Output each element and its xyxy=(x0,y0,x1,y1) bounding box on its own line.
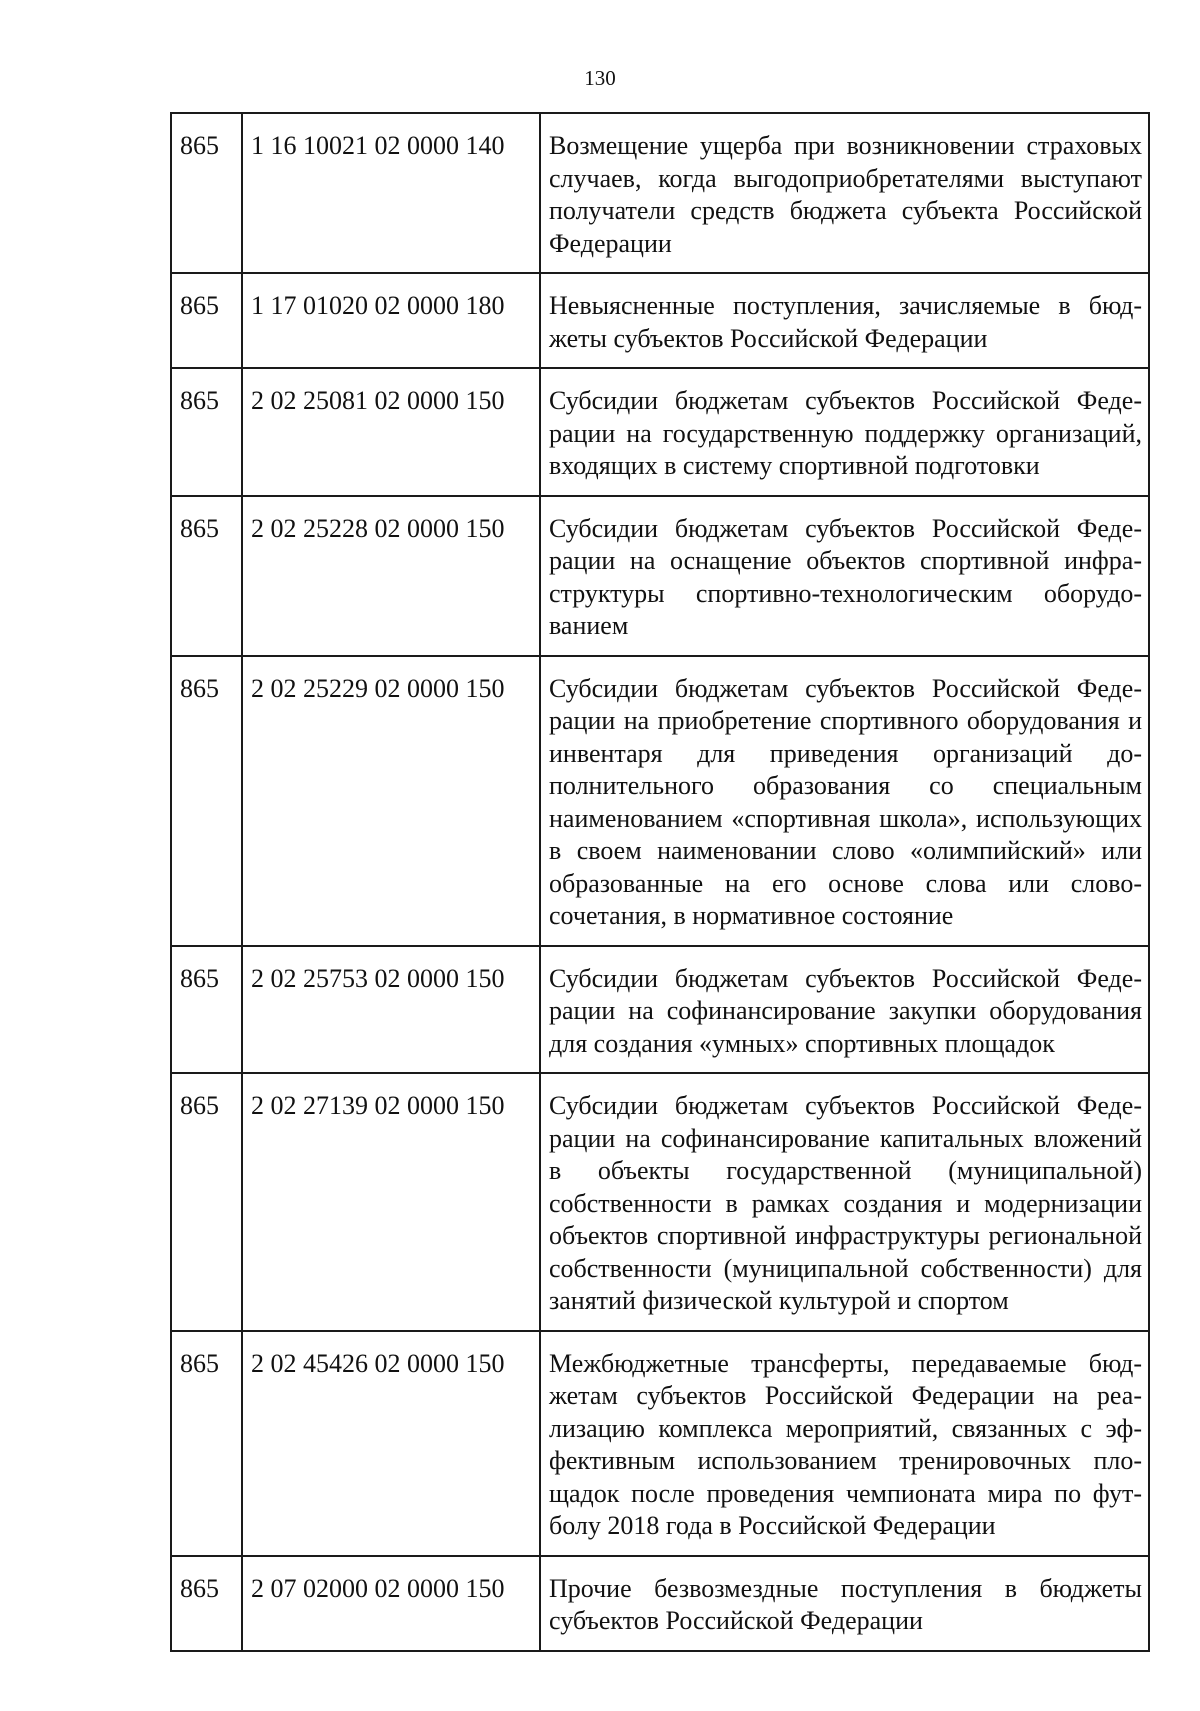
budget-classification-code-cell: 1 16 10021 02 0000 140 xyxy=(242,113,540,273)
table-row xyxy=(171,1556,1149,1651)
admin-code-cell: 865 xyxy=(171,368,242,496)
budget-classification-code-cell: 2 02 25229 02 0000 150 xyxy=(242,656,540,946)
table-row xyxy=(171,273,1149,368)
admin-code-cell: 865 xyxy=(171,1073,242,1331)
budget-classification-code-cell: 1 17 01020 02 0000 180 xyxy=(242,273,540,368)
table-row xyxy=(171,496,1149,656)
income-name-cell: Субсидии бюджетам субъектов Российской Федерации на государственную поддержку организаций, входящих в систему спортивной подготовки xyxy=(540,368,1149,496)
admin-code-cell: 865 xyxy=(171,273,242,368)
page-number: 130 xyxy=(584,66,616,90)
income-name-cell: Субсидии бюджетам субъектов Российской Федерации на оснащение объектов спортивной инфраструктуры спортивно-технологическим оборудованием xyxy=(540,496,1149,656)
budget-classification-code-cell: 2 02 25753 02 0000 150 xyxy=(242,946,540,1074)
budget-classification-code-cell: 2 02 25081 02 0000 150 xyxy=(242,368,540,496)
income-name-cell: Невыясненные поступления, зачисляемые в бюджеты субъектов Российской Федерации xyxy=(540,273,1149,368)
admin-code-cell: 865 xyxy=(171,496,242,656)
budget-classification-code-cell: 2 02 25228 02 0000 150 xyxy=(242,496,540,656)
income-name-cell: Возмещение ущерба при возникновении страховых случаев, когда выгодоприобретателями выступают получатели средств бюджета субъекта Российской Федерации xyxy=(540,113,1149,273)
income-name-cell: Субсидии бюджетам субъектов Российской Федерации на софинансирование закупки оборудования для создания «умных» спортивных площадок xyxy=(540,946,1149,1074)
table-row xyxy=(171,113,1149,273)
admin-code-cell: 865 xyxy=(171,1331,242,1556)
budget-classification-code-cell: 2 02 27139 02 0000 150 xyxy=(242,1073,540,1331)
table-row xyxy=(171,1073,1149,1331)
admin-code-cell: 865 xyxy=(171,656,242,946)
table-row xyxy=(171,656,1149,946)
admin-code-cell: 865 xyxy=(171,946,242,1074)
income-name-cell: Прочие безвозмездные поступления в бюджеты субъектов Российской Федерации xyxy=(540,1556,1149,1651)
income-name-cell: Субсидии бюджетам субъектов Российской Федерации на приобретение спортивного оборудования и инвентаря для приведения организаций дополнительного образования со специальным наименованием «спортивная школа», использующих в своем наименовании слово «олимпийский» или образованные на его основе слова или словосочетания, в нормативное состояние xyxy=(540,656,1149,946)
income-name-cell: Субсидии бюджетам субъектов Российской Федерации на софинансирование капитальных вложений в объекты государственной (муниципальной) собственности в рамках создания и модернизации объектов спортивной инфраструктуры региональной собственности (муниципальной собственности) для занятий физической культурой и спортом xyxy=(540,1073,1149,1331)
admin-code-cell: 865 xyxy=(171,1556,242,1651)
table-row xyxy=(171,946,1149,1074)
table-row xyxy=(171,368,1149,496)
budget-classification-code-cell: 2 02 45426 02 0000 150 xyxy=(242,1331,540,1556)
table-row xyxy=(171,1331,1149,1556)
admin-code-cell: 865 xyxy=(171,113,242,273)
budget-classification-code-cell: 2 07 02000 02 0000 150 xyxy=(242,1556,540,1651)
budget-code-table xyxy=(170,112,1150,1652)
income-name-cell: Межбюджетные трансферты, передаваемые бюджетам субъектов Российской Федерации на реализацию комплекса мероприятий, связанных с эффективным использованием тренировочных площадок после проведения чемпионата мира по футболу 2018 года в Российской Федерации xyxy=(540,1331,1149,1556)
